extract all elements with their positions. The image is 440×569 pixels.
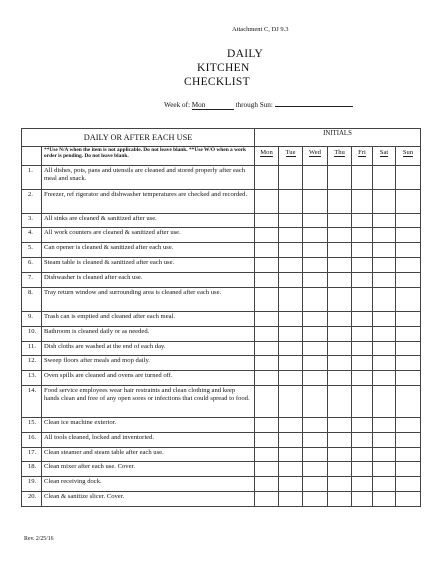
table-row [22, 418, 421, 433]
initials-cell-sat[interactable] [373, 327, 396, 342]
initials-cell-thu[interactable] [328, 273, 352, 288]
task-description: Oven spills are cleaned and ovens are turned off. [42, 371, 255, 386]
task-description: All tools cleaned, locked and inventoried. [42, 433, 255, 448]
initials-cell-sat[interactable] [373, 258, 396, 273]
initials-cell-sun[interactable] [396, 243, 421, 258]
table-row [22, 288, 421, 312]
row-number: 6. [22, 258, 42, 273]
row-number: 7. [22, 273, 42, 288]
task-description: Clean & sanitize slicer. Cover. [42, 492, 255, 507]
initials-cell-sun[interactable] [396, 228, 421, 243]
row-number: 4. [22, 228, 42, 243]
initials-cell-thu[interactable] [328, 371, 352, 386]
initials-cell-mon[interactable] [255, 258, 279, 273]
initials-cell-thu[interactable] [328, 448, 352, 462]
table-row [22, 214, 421, 228]
task-description: All work counters are cleaned & sanitized after use. [42, 228, 255, 243]
initials-cell-tue[interactable] [279, 418, 303, 433]
initials-cell-sat[interactable] [373, 371, 396, 386]
initials-cell-tue[interactable] [279, 273, 303, 288]
task-description: Freezer, ref rigerator and dishwasher temperatures are checked and recorded. [42, 190, 255, 214]
initials-cell-sun[interactable] [396, 166, 421, 190]
initials-cell-sun[interactable] [396, 477, 421, 492]
row-number: 13. [22, 371, 42, 386]
initials-cell-tue[interactable] [279, 342, 303, 356]
initials-cell-thu[interactable] [328, 433, 352, 448]
task-description: Tray return window and surrounding area is cleaned after each use. [42, 288, 255, 312]
initials-cell-sat[interactable] [373, 243, 396, 258]
title-line-checklist: CHECKLIST [184, 76, 250, 88]
initials-cell-fri[interactable] [352, 214, 373, 228]
initials-cell-sun[interactable] [396, 371, 421, 386]
initials-cell-thu[interactable] [328, 166, 352, 190]
initials-cell-wed[interactable] [303, 433, 328, 448]
initials-cell-sun[interactable] [396, 273, 421, 288]
initials-cell-sun[interactable] [396, 312, 421, 327]
table-row [22, 327, 421, 342]
initials-cell-wed[interactable] [303, 448, 328, 462]
initials-cell-tue[interactable] [279, 243, 303, 258]
initials-cell-sat[interactable] [373, 356, 396, 371]
task-description: Dishwasher is cleaned after each use. [42, 273, 255, 288]
initials-cell-wed[interactable] [303, 371, 328, 386]
row-number: 3. [22, 214, 42, 228]
initials-cell-wed[interactable] [303, 327, 328, 342]
task-description: Can opener is cleaned & sanitized after each use. [42, 243, 255, 258]
initials-cell-sat[interactable] [373, 492, 396, 507]
initials-cell-fri[interactable] [352, 273, 373, 288]
day-header-wed: Wed [303, 147, 328, 166]
initials-cell-thu[interactable] [328, 243, 352, 258]
initials-cell-tue[interactable] [279, 258, 303, 273]
day-header-thu: Thu [328, 147, 352, 166]
initials-cell-sat[interactable] [373, 386, 396, 418]
initials-cell-fri[interactable] [352, 492, 373, 507]
week-of-line [164, 98, 353, 110]
initials-cell-tue[interactable] [279, 386, 303, 418]
initials-cell-thu[interactable] [328, 258, 352, 273]
initials-cell-sun[interactable] [396, 433, 421, 448]
initials-cell-mon[interactable] [255, 288, 279, 312]
initials-cell-wed[interactable] [303, 288, 328, 312]
initials-cell-tue[interactable] [279, 288, 303, 312]
initials-cell-fri[interactable] [352, 477, 373, 492]
initials-cell-wed[interactable] [303, 356, 328, 371]
week-from-value: Mon [191, 101, 206, 109]
initials-cell-tue[interactable] [279, 228, 303, 243]
initials-cell-mon[interactable] [255, 477, 279, 492]
row-number: 18. [22, 462, 42, 477]
initials-cell-wed[interactable] [303, 258, 328, 273]
task-description: Clean receiving dock. [42, 477, 255, 492]
initials-cell-fri[interactable] [352, 462, 373, 477]
week-through-field[interactable] [275, 98, 353, 107]
initials-cell-sat[interactable] [373, 214, 396, 228]
initials-cell-thu[interactable] [328, 477, 352, 492]
initials-cell-sun[interactable] [396, 288, 421, 312]
initials-cell-mon[interactable] [255, 273, 279, 288]
initials-cell-tue[interactable] [279, 166, 303, 190]
initials-cell-sat[interactable] [373, 477, 396, 492]
row-number: 11. [22, 342, 42, 356]
initials-cell-thu[interactable] [328, 228, 352, 243]
initials-cell-sun[interactable] [396, 386, 421, 418]
initials-cell-fri[interactable] [352, 312, 373, 327]
initials-cell-mon[interactable] [255, 243, 279, 258]
initials-cell-sun[interactable] [396, 492, 421, 507]
revision-date: Rev. 2/25/16 [24, 536, 54, 542]
row-number: 12. [22, 356, 42, 371]
initials-cell-fri[interactable] [352, 228, 373, 243]
initials-cell-sat[interactable] [373, 448, 396, 462]
initials-cell-tue[interactable] [279, 433, 303, 448]
day-header-mon: Mon [255, 147, 279, 166]
initials-cell-sun[interactable] [396, 190, 421, 214]
row-number: 19. [22, 477, 42, 492]
initials-cell-tue[interactable] [279, 448, 303, 462]
initials-cell-fri[interactable] [352, 433, 373, 448]
task-description: All sinks are cleaned & sanitized after use. [42, 214, 255, 228]
initials-cell-wed[interactable] [303, 243, 328, 258]
initials-cell-fri[interactable] [352, 166, 373, 190]
row-number: 14. [22, 386, 42, 418]
row-number: 15. [22, 418, 42, 433]
initials-cell-wed[interactable] [303, 418, 328, 433]
initials-cell-sat[interactable] [373, 433, 396, 448]
initials-cell-mon[interactable] [255, 448, 279, 462]
row-number: 20. [22, 492, 42, 507]
initials-cell-mon[interactable] [255, 190, 279, 214]
initials-cell-fri[interactable] [352, 386, 373, 418]
initials-cell-sat[interactable] [373, 312, 396, 327]
week-through-label: through Sun: [235, 101, 273, 109]
initials-cell-sun[interactable] [396, 342, 421, 356]
initials-cell-sun[interactable] [396, 448, 421, 462]
initials-cell-mon[interactable] [255, 386, 279, 418]
initials-cell-wed[interactable] [303, 273, 328, 288]
initials-cell-thu[interactable] [328, 312, 352, 327]
row-number: 10. [22, 327, 42, 342]
table-row [22, 492, 421, 507]
initials-cell-mon[interactable] [255, 166, 279, 190]
initials-cell-mon[interactable] [255, 312, 279, 327]
row-number: 5. [22, 243, 42, 258]
table-row [22, 243, 421, 258]
day-header-tue: Tue [279, 147, 303, 166]
row-number: 17. [22, 448, 42, 462]
initials-cell-fri[interactable] [352, 418, 373, 433]
initials-cell-fri[interactable] [352, 258, 373, 273]
task-description: Food service employees wear hair restraints and clean clothing and keep hands clean and free of any open sores or infections that could spread to food. [42, 386, 255, 418]
row-number: 1. [22, 166, 42, 190]
title-line-kitchen: KITCHEN [197, 62, 250, 74]
table-row [22, 433, 421, 448]
initials-cell-tue[interactable] [279, 356, 303, 371]
initials-cell-sat[interactable] [373, 166, 396, 190]
table-row [22, 477, 421, 492]
initials-heading: INITIALS [255, 129, 421, 147]
title-line-daily: DAILY [227, 48, 264, 60]
initials-cell-wed[interactable] [303, 492, 328, 507]
initials-cell-fri[interactable] [352, 342, 373, 356]
initials-cell-fri[interactable] [352, 327, 373, 342]
table-row [22, 228, 421, 243]
initials-cell-fri[interactable] [352, 448, 373, 462]
initials-cell-sun[interactable] [396, 214, 421, 228]
task-description: Clean ice machine exterior. [42, 418, 255, 433]
blank-cell [22, 147, 42, 166]
day-header-fri: Fri [352, 147, 373, 166]
initials-cell-thu[interactable] [328, 342, 352, 356]
initials-cell-thu[interactable] [328, 386, 352, 418]
initials-cell-thu[interactable] [328, 288, 352, 312]
initials-cell-mon[interactable] [255, 228, 279, 243]
table-row [22, 386, 421, 418]
initials-cell-thu[interactable] [328, 214, 352, 228]
attachment-reference: Attachment C, DJ 9.3 [232, 26, 289, 33]
checklist-table [21, 128, 421, 507]
initials-cell-thu[interactable] [328, 327, 352, 342]
initials-cell-tue[interactable] [279, 462, 303, 477]
initials-cell-tue[interactable] [279, 492, 303, 507]
initials-cell-sat[interactable] [373, 288, 396, 312]
initials-cell-tue[interactable] [279, 327, 303, 342]
table-row [22, 190, 421, 214]
table-row [22, 273, 421, 288]
task-description: Bathroom is cleaned daily or as needed. [42, 327, 255, 342]
initials-cell-thu[interactable] [328, 418, 352, 433]
initials-cell-thu[interactable] [328, 190, 352, 214]
initials-cell-mon[interactable] [255, 327, 279, 342]
table-row [22, 356, 421, 371]
initials-cell-fri[interactable] [352, 190, 373, 214]
task-description: All dishes, pots, pans and utensils are cleaned and stored properly after each meal and snack. [42, 166, 255, 190]
initials-cell-sun[interactable] [396, 258, 421, 273]
day-header-sat: Sat [373, 147, 396, 166]
row-number: 2. [22, 190, 42, 214]
initials-cell-wed[interactable] [303, 342, 328, 356]
initials-cell-tue[interactable] [279, 190, 303, 214]
initials-cell-wed[interactable] [303, 462, 328, 477]
initials-cell-mon[interactable] [255, 433, 279, 448]
initials-cell-wed[interactable] [303, 214, 328, 228]
initials-cell-sat[interactable] [373, 228, 396, 243]
table-row [22, 258, 421, 273]
initials-cell-sun[interactable] [396, 418, 421, 433]
initials-cell-tue[interactable] [279, 477, 303, 492]
initials-cell-sun[interactable] [396, 356, 421, 371]
initials-cell-wed[interactable] [303, 228, 328, 243]
task-description: Dish cloths are washed at the end of each day. [42, 342, 255, 356]
initials-cell-mon[interactable] [255, 418, 279, 433]
task-description: Clean mixer after each use. Cover. [42, 462, 255, 477]
initials-cell-mon[interactable] [255, 214, 279, 228]
task-description: Sweep floors after meals and mop daily. [42, 356, 255, 371]
row-number: 16. [22, 433, 42, 448]
initials-cell-tue[interactable] [279, 214, 303, 228]
table-row [22, 448, 421, 462]
instructions-note: **Use N/A when the item is not applicable. Do not leave blank. **Use W/O when a work order is pending. Do not leave blank. [42, 147, 255, 166]
initials-cell-sat[interactable] [373, 462, 396, 477]
initials-cell-thu[interactable] [328, 492, 352, 507]
table-row [22, 371, 421, 386]
initials-cell-sat[interactable] [373, 190, 396, 214]
week-of-label: Week of: [164, 101, 190, 109]
initials-cell-sun[interactable] [396, 462, 421, 477]
initials-cell-sat[interactable] [373, 418, 396, 433]
initials-cell-thu[interactable] [328, 462, 352, 477]
initials-cell-mon[interactable] [255, 371, 279, 386]
initials-cell-sun[interactable] [396, 327, 421, 342]
initials-cell-tue[interactable] [279, 371, 303, 386]
week-from-field[interactable] [192, 101, 234, 110]
initials-cell-wed[interactable] [303, 312, 328, 327]
section-heading: DAILY OR AFTER EACH USE [22, 129, 255, 147]
initials-cell-sat[interactable] [373, 342, 396, 356]
row-number: 8. [22, 288, 42, 312]
initials-cell-wed[interactable] [303, 166, 328, 190]
initials-cell-wed[interactable] [303, 477, 328, 492]
initials-cell-wed[interactable] [303, 386, 328, 418]
initials-cell-fri[interactable] [352, 288, 373, 312]
initials-cell-fri[interactable] [352, 371, 373, 386]
initials-cell-sat[interactable] [373, 273, 396, 288]
initials-cell-thu[interactable] [328, 356, 352, 371]
table-row [22, 462, 421, 477]
table-row [22, 166, 421, 190]
initials-cell-tue[interactable] [279, 312, 303, 327]
task-description: Trash can is emptied and cleaned after each meal. [42, 312, 255, 327]
initials-cell-fri[interactable] [352, 243, 373, 258]
task-description: Clean steamer and steam table after each use. [42, 448, 255, 462]
row-number: 9. [22, 312, 42, 327]
initials-cell-mon[interactable] [255, 342, 279, 356]
table-row [22, 312, 421, 327]
initials-cell-fri[interactable] [352, 356, 373, 371]
table-row [22, 342, 421, 356]
checklist-rows [22, 166, 421, 507]
initials-cell-mon[interactable] [255, 462, 279, 477]
task-description: Steam table is cleaned & sanitized after each use. [42, 258, 255, 273]
initials-cell-mon[interactable] [255, 356, 279, 371]
day-header-sun: Sun [396, 147, 421, 166]
initials-cell-wed[interactable] [303, 190, 328, 214]
initials-cell-mon[interactable] [255, 492, 279, 507]
